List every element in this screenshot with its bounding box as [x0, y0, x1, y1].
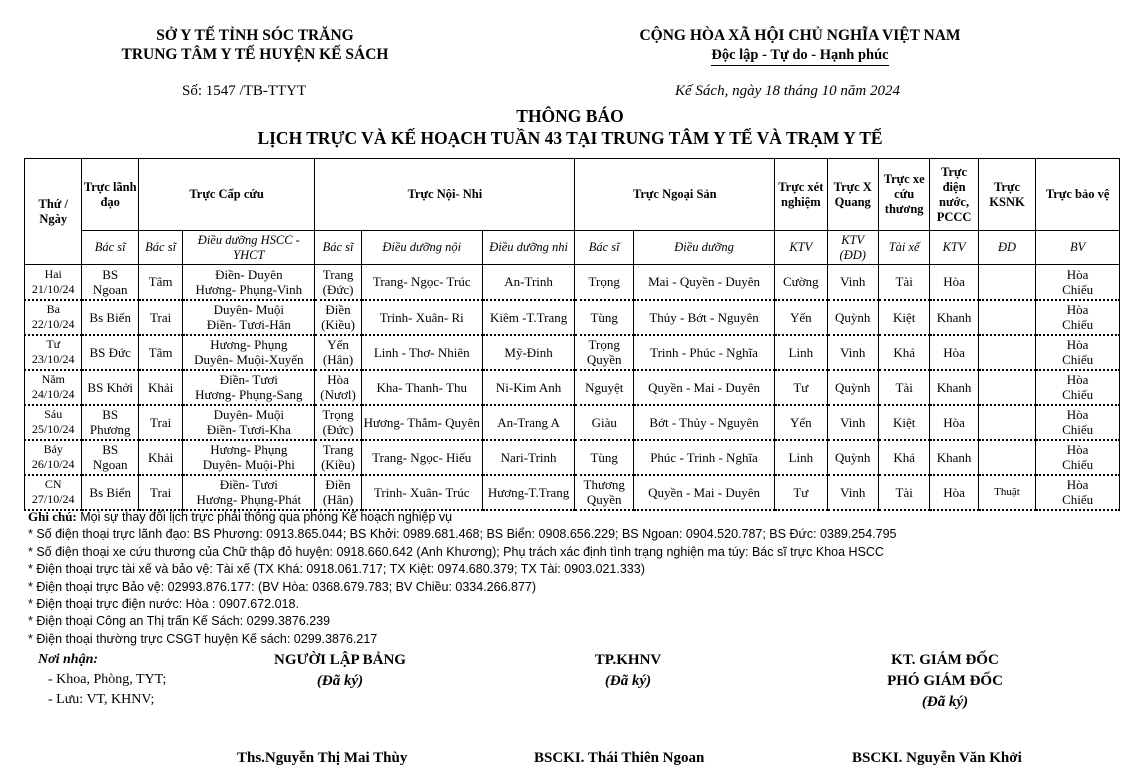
cell-in-doctor-line1: Điền [325, 477, 351, 492]
notes-section [28, 508, 897, 648]
cell-in-nurse: Hương- Thắm- Quyên [361, 405, 482, 440]
cell-in-doctor [315, 440, 361, 475]
cell-em-nurse [183, 335, 315, 370]
cell-em-nurse-line1: Hương- Phụng [210, 337, 288, 352]
day-name: Sáu [44, 407, 63, 421]
cell-day [25, 265, 82, 300]
cell-su-nurse: Trinh - Phúc - Nghĩa [633, 335, 774, 370]
sub-su-nurse: Điều dưỡng [633, 231, 774, 265]
col-ksnk: Trực KSNK [978, 159, 1035, 231]
cell-in-doctor-line2: (Kiều) [321, 457, 356, 472]
cell-su-nurse: Quyền - Mai - Duyên [633, 475, 774, 510]
cell-in-doctor-line1: Yến [327, 337, 349, 352]
cell-security [1036, 440, 1120, 475]
table-row [25, 405, 1120, 440]
cell-em-nurse-line2: Hương- Phụng-Vinh [195, 281, 303, 297]
cell-utilities: Hòa [930, 265, 978, 300]
cell-day [25, 405, 82, 440]
col-emergency: Trực Cấp cứu [138, 159, 314, 231]
day-date: 22/10/24 [31, 317, 75, 331]
cell-security-line2: Chiếu [1062, 422, 1094, 437]
cell-in-doctor-line2: (Đức) [322, 422, 354, 437]
cell-lab: Tư [775, 475, 827, 510]
day-date: 24/10/24 [31, 387, 75, 401]
signature-title: NGƯỜI LẬP BẢNG [274, 652, 406, 668]
cell-su-nurse: Phúc - Trinh - Nghĩa [633, 440, 774, 475]
cell-in-nurse: Linh - Thơ- Nhiên [361, 335, 482, 370]
cell-lab: Linh [775, 440, 827, 475]
signature-preparer [240, 650, 440, 692]
day-date: 21/10/24 [31, 281, 75, 296]
note-line: * Số điện thoại xe cứu thương của Chữ thập đỏ huyện: 0918.660.642 (Anh Khương); Phụ trách xác định tình trạng nghiện ma túy: Bác sĩ trực Khoa HSCC [28, 544, 884, 559]
cell-ambulance: Kiệt [878, 405, 929, 440]
cell-security [1036, 370, 1120, 405]
cell-leader: BS Đức [82, 335, 138, 370]
sub-em-doctor: Bác sĩ [138, 231, 182, 265]
nation-motto: Độc lập - Tự do - Hạnh phúc [711, 46, 888, 66]
notes-first-line [28, 508, 897, 526]
cell-su-doctor: Thương Quyền [575, 475, 633, 510]
day-name: Năm [41, 372, 65, 386]
cell-em-doctor: Khải [138, 370, 182, 405]
signer-name-director: BSCKI. Nguyễn Văn Khởi [852, 750, 1022, 766]
cell-security-line1: Hòa [1066, 302, 1089, 317]
cell-security [1036, 265, 1120, 300]
cell-in-nurse-ped: Kiêm -T.Trang [482, 300, 575, 335]
cell-em-nurse-line2: Điền- Tươi-Kha [206, 422, 291, 437]
cell-security-line1: Hòa [1066, 442, 1089, 457]
cell-su-doctor: Trọng [575, 265, 633, 300]
table-row [25, 475, 1120, 510]
cell-em-nurse [183, 300, 315, 335]
cell-in-nurse: Trang- Ngọc- Hiếu [361, 440, 482, 475]
cell-ksnk [978, 300, 1035, 335]
cell-utilities: Hòa [930, 335, 978, 370]
document-title: THÔNG BÁO [516, 106, 624, 126]
cell-in-nurse-ped: Ni-Kim Anh [482, 370, 575, 405]
cell-security [1036, 405, 1120, 440]
cell-in-doctor-line2: (Kiều) [321, 317, 356, 332]
cell-utilities: Hòa [930, 475, 978, 510]
signer-name-khnv: BSCKI. Thái Thiên Ngoan [534, 750, 705, 766]
cell-su-nurse: Quyền - Mai - Duyên [633, 370, 774, 405]
cell-security-line2: Chiếu [1062, 492, 1094, 507]
cell-day [25, 370, 82, 405]
cell-em-nurse-line2: Duyên- Muội-Phi [202, 457, 295, 472]
signature-director [845, 650, 1045, 713]
signature-title: TP.KHNV [594, 652, 662, 668]
note-line: * Điện thoại trực điện nước: Hòa : 0907.672.018. [28, 597, 299, 612]
day-date: 27/10/24 [31, 492, 75, 506]
table-row [25, 265, 1120, 300]
cell-em-nurse-line1: Điền- Tươi [219, 477, 278, 492]
cell-em-nurse-line1: Điền- Tươi [219, 372, 278, 387]
cell-day [25, 335, 82, 370]
cell-ksnk: Thuật [978, 475, 1035, 510]
cell-em-nurse-line2: Duyên- Muội-Xuyến [194, 352, 304, 367]
cell-lab: Yến [775, 300, 827, 335]
cell-in-nurse-ped: An-Trinh [482, 265, 575, 300]
cell-in-doctor [315, 300, 361, 335]
cell-leader: BS Ngoan [82, 440, 138, 475]
cell-em-doctor: Tâm [138, 335, 182, 370]
notes-title: Ghi chú: [28, 509, 77, 524]
table-row [25, 300, 1120, 335]
sub-su-doctor: Bác sĩ [575, 231, 633, 265]
cell-in-doctor-line1: Điền [325, 302, 351, 317]
cell-em-nurse [183, 440, 315, 475]
cell-xray: Quỳnh [827, 370, 878, 405]
cell-security [1036, 475, 1120, 510]
cell-xray: Vinh [827, 405, 878, 440]
cell-xray: Quỳnh [827, 440, 878, 475]
cell-xray: Vinh [827, 475, 878, 510]
cell-in-nurse: Trang- Ngọc- Trúc [361, 265, 482, 300]
signature-status: (Đã ký) [316, 673, 364, 689]
sub-in-doctor: Bác sĩ [315, 231, 361, 265]
cell-em-doctor: Khải [138, 440, 182, 475]
cell-security-line2: Chiếu [1062, 317, 1094, 332]
cell-in-nurse-ped: Mỹ-Đinh [482, 335, 575, 370]
cell-em-doctor: Tâm [138, 265, 182, 300]
note-line: * Điện thoại Công an Thị trấn Kế Sách: 0299.3876.239 [28, 614, 331, 629]
cell-in-doctor-line1: Trang [322, 442, 354, 457]
cell-xray: Vinh [827, 265, 878, 300]
cell-leader: BS Phương [82, 405, 138, 440]
sub-ksnk: ĐD [978, 231, 1035, 265]
cell-ksnk [978, 335, 1035, 370]
cell-security-line2: Chiếu [1062, 387, 1094, 402]
sub-xray: KTV (ĐD) [827, 231, 878, 265]
note-line: * Điện thoại trực Bảo vệ: 02993.876.177: (BV Hòa: 0368.679.783; BV Chiều: 0334.266.877) [28, 579, 537, 594]
cell-in-doctor-line2: (Đức) [322, 281, 354, 297]
cell-su-nurse: Bớt - Thủy - Nguyên [633, 405, 774, 440]
col-utilities: Trực điện nước, PCCC [930, 159, 978, 231]
table-row [25, 335, 1120, 370]
cell-in-nurse: Trinh- Xuân- Trúc [361, 475, 482, 510]
cell-security-line2: Chiếu [1062, 457, 1094, 472]
org-line-2: TRUNG TÂM Y TẾ HUYỆN KẾ SÁCH [121, 46, 389, 63]
cell-in-doctor-line2: (Hân) [322, 492, 354, 507]
cell-day [25, 440, 82, 475]
cell-em-doctor: Trai [138, 300, 182, 335]
cell-em-doctor: Trai [138, 475, 182, 510]
cell-su-doctor: Tùng [575, 300, 633, 335]
cell-em-nurse-line2: Điền- Tươi-Hân [206, 317, 291, 332]
header-row [25, 159, 1120, 231]
cell-in-doctor [315, 405, 361, 440]
place-date: Kế Sách, ngày 18 tháng 10 năm 2024 [675, 83, 900, 99]
sub-em-nurse: Điều dưỡng HSCC - YHCT [183, 231, 315, 265]
document-subtitle: LỊCH TRỰC VÀ KẾ HOẠCH TUẦN 43 TẠI TRUNG TÂM Y TẾ VÀ TRẠM Y TẾ [257, 128, 883, 148]
cell-day [25, 300, 82, 335]
signature-title: KT. GIÁM ĐỐC [891, 652, 999, 668]
recipient-item: - Lưu: VT, KHNV; [48, 692, 155, 707]
cell-in-doctor [315, 475, 361, 510]
cell-em-nurse [183, 370, 315, 405]
cell-security-line1: Hòa [1066, 477, 1089, 492]
cell-in-doctor-line2: (Nươl) [320, 387, 356, 402]
duty-schedule-table [24, 158, 1120, 511]
col-surgical: Trực Ngoại Sản [575, 159, 775, 231]
note-line: * Điện thoại trực tài xế và bảo vệ: Tài xế (TX Khá: 0918.061.717; TX Kiệt: 0974.680.379; TX Tài: 0903.021.333) [28, 562, 645, 577]
cell-ksnk [978, 405, 1035, 440]
cell-in-nurse-ped: Hương-T.Trang [482, 475, 575, 510]
cell-ambulance: Tài [878, 475, 929, 510]
cell-xray: Quỳnh [827, 300, 878, 335]
recipients-title: Nơi nhận: [38, 652, 99, 667]
org-line-1: SỞ Y TẾ TỈNH SÓC TRĂNG [156, 27, 354, 44]
recipients [38, 650, 166, 710]
cell-security-line1: Hòa [1066, 372, 1089, 387]
cell-leader: BS Ngoan [82, 265, 138, 300]
cell-em-nurse-line2: Hương- Phụng-Phát [196, 492, 302, 507]
col-xray: Trực X Quang [827, 159, 878, 231]
cell-em-nurse-line1: Hương- Phụng [210, 442, 288, 457]
day-name: Ba [46, 302, 60, 316]
signature-status: (Đã ký) [604, 673, 652, 689]
cell-in-doctor-line1: Hòa [327, 372, 349, 387]
signer-name-preparer: Ths.Nguyễn Thị Mai Thùy [237, 750, 408, 766]
col-leader: Trực lãnh đạo [82, 159, 138, 231]
cell-lab: Yến [775, 405, 827, 440]
cell-security [1036, 300, 1120, 335]
day-name: Hai [44, 266, 62, 281]
cell-em-nurse [183, 405, 315, 440]
cell-em-doctor: Trai [138, 405, 182, 440]
col-internal: Trực Nội- Nhi [315, 159, 575, 231]
subheader-row [25, 231, 1120, 265]
cell-security-line2: Chiếu [1062, 281, 1094, 297]
cell-in-doctor-line2: (Hân) [322, 352, 354, 367]
cell-em-nurse-line1: Duyên- Muội [213, 407, 285, 422]
day-name: Bảy [43, 442, 63, 456]
cell-em-nurse [183, 475, 315, 510]
cell-xray: Vinh [827, 335, 878, 370]
cell-in-doctor [315, 370, 361, 405]
cell-in-doctor-line1: Trọng [322, 407, 354, 422]
cell-security-line1: Hòa [1066, 337, 1089, 352]
organization-header [60, 26, 450, 64]
col-lab: Trực xét nghiệm [775, 159, 827, 231]
sub-in-nurse: Điều dưỡng nội [361, 231, 482, 265]
sub-ambulance: Tài xế [878, 231, 929, 265]
cell-em-nurse-line2: Hương- Phụng-Sang [195, 387, 303, 402]
cell-ksnk [978, 440, 1035, 475]
day-name: CN [44, 477, 62, 491]
cell-utilities: Hòa [930, 405, 978, 440]
cell-security-line1: Hòa [1066, 266, 1089, 282]
cell-su-doctor: Tùng [575, 440, 633, 475]
cell-day [25, 475, 82, 510]
cell-ambulance: Tài [878, 370, 929, 405]
day-date: 26/10/24 [31, 457, 75, 471]
cell-in-doctor [315, 335, 361, 370]
cell-leader: Bs Biển [82, 475, 138, 510]
signature-subtitle: PHÓ GIÁM ĐỐC [887, 673, 1003, 689]
cell-su-doctor: Trọng Quyền [575, 335, 633, 370]
cell-su-nurse: Thủy - Bớt - Nguyên [633, 300, 774, 335]
note-line: * Số điện thoại trực lãnh đạo: BS Phương: 0913.865.044; BS Khởi: 0989.681.468; BS Biển: 0908.656.229; BS Ngoan: 0904.520.787; BS Đức: 0389.254.795 [28, 527, 897, 542]
schedule-rows [25, 265, 1120, 510]
cell-security [1036, 335, 1120, 370]
cell-in-doctor [315, 265, 361, 300]
cell-security-line2: Chiếu [1062, 352, 1094, 367]
cell-lab: Cường [775, 265, 827, 300]
note-line: * Điện thoại thường trực CSGT huyện Kế sách: 0299.3876.217 [28, 631, 378, 646]
cell-in-nurse: Kha- Thanh- Thu [361, 370, 482, 405]
cell-su-nurse: Mai - Quyền - Duyên [633, 265, 774, 300]
cell-ksnk [978, 265, 1035, 300]
cell-in-doctor-line1: Trang [322, 266, 354, 282]
cell-leader: BS Khởi [82, 370, 138, 405]
cell-ambulance: Kiệt [878, 300, 929, 335]
cell-em-nurse-line1: Điền- Duyên [215, 266, 283, 282]
signature-khnv [548, 650, 708, 692]
cell-utilities: Khanh [930, 370, 978, 405]
cell-in-nurse-ped: Nari-Trinh [482, 440, 575, 475]
col-day: Thứ / Ngày [25, 159, 82, 265]
cell-in-nurse-ped: An-Trang A [482, 405, 575, 440]
recipient-item: - Khoa, Phòng, TYT; [48, 672, 167, 687]
cell-lab: Tư [775, 370, 827, 405]
cell-utilities: Khanh [930, 300, 978, 335]
col-ambulance: Trực xe cứu thương [878, 159, 929, 231]
cell-security-line1: Hòa [1066, 407, 1089, 422]
day-date: 25/10/24 [31, 422, 75, 436]
day-date: 23/10/24 [31, 352, 75, 366]
cell-em-nurse-line1: Duyên- Muội [213, 302, 285, 317]
signature-status: (Đã ký) [921, 694, 969, 710]
cell-utilities: Khanh [930, 440, 978, 475]
cell-ksnk [978, 370, 1035, 405]
cell-ambulance: Khá [878, 440, 929, 475]
day-name: Tư [46, 337, 61, 351]
sub-security: BV [1036, 231, 1120, 265]
cell-ambulance: Khá [878, 335, 929, 370]
document-number: Số: 1547 /TB-TTYT [182, 83, 307, 99]
cell-su-doctor: Giàu [575, 405, 633, 440]
sub-lab: KTV [775, 231, 827, 265]
cell-em-nurse [183, 265, 315, 300]
nation-header [590, 26, 1010, 66]
sub-leader: Bác sĩ [82, 231, 138, 265]
cell-lab: Linh [775, 335, 827, 370]
sub-in-nurse-ped: Điều dưỡng nhi [482, 231, 575, 265]
sub-utilities: KTV [930, 231, 978, 265]
cell-ambulance: Tài [878, 265, 929, 300]
col-security: Trực bảo vệ [1036, 159, 1120, 231]
table-row [25, 370, 1120, 405]
nation-name: CỘNG HÒA XÃ HỘI CHỦ NGHĨA VIỆT NAM [639, 27, 961, 44]
cell-leader: Bs Biển [82, 300, 138, 335]
cell-su-doctor: Nguyệt [575, 370, 633, 405]
notes-first-text: Mọi sự thay đổi lịch trực phải thông qua phòng Kế hoạch nghiệp vụ [76, 510, 453, 524]
cell-in-nurse: Trinh- Xuân- Ri [361, 300, 482, 335]
table-row [25, 440, 1120, 475]
